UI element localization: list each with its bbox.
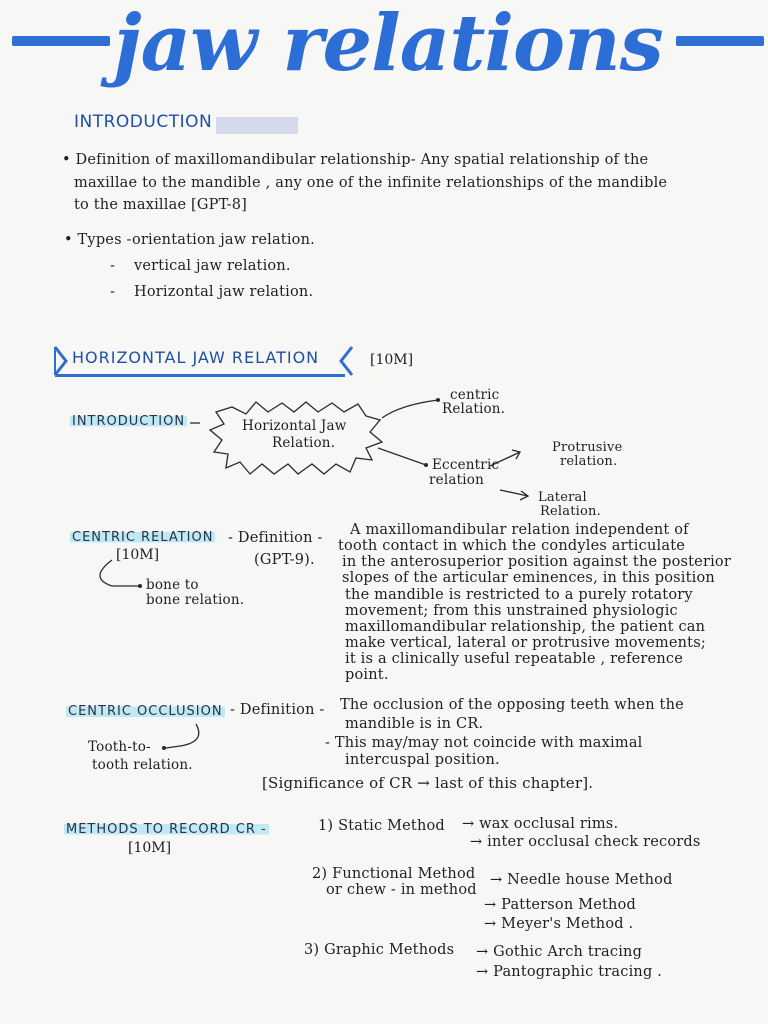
method-title: 1) Static Method bbox=[318, 818, 445, 834]
significance-note: [Significance of CR → last of this chapter]. bbox=[262, 774, 594, 792]
marks-tag: [10M] bbox=[370, 352, 414, 368]
definition-line: to the maxillae [GPT-8] bbox=[74, 197, 248, 213]
method-item: → Gothic Arch tracing bbox=[476, 944, 643, 960]
centric-node: Relation. bbox=[442, 401, 506, 417]
centric-occlusion-label: CENTRIC OCCLUSION bbox=[68, 704, 223, 719]
method-item: → Pantographic tracing . bbox=[476, 964, 663, 980]
method-item: → Patterson Method bbox=[484, 897, 636, 913]
centric-def-line: make vertical, lateral or protrusive movements; bbox=[345, 635, 706, 651]
centric-relation-dash: - Definition - bbox=[228, 530, 323, 546]
centric-occlusion-dash: - Definition - bbox=[230, 702, 325, 718]
occlusion-line: The occlusion of the opposing teeth when the bbox=[340, 697, 684, 713]
centric-def-line: slopes of the articular eminences, in this position bbox=[342, 570, 715, 586]
definition-line: • Definition of maxillomandibular relationship- Any spatial relationship of the bbox=[62, 152, 649, 168]
method-item: → wax occlusal rims. bbox=[462, 816, 619, 832]
side-note: tooth relation. bbox=[92, 757, 193, 773]
centric-def-line: in the anterosuperior position against the posterior bbox=[342, 554, 731, 570]
method-title: or chew - in method bbox=[326, 882, 477, 898]
method-title: 3) Graphic Methods bbox=[304, 942, 455, 958]
eccentric-node: Eccentric bbox=[432, 457, 500, 473]
centric-relation-label: CENTRIC RELATION bbox=[72, 530, 214, 545]
type-item: vertical jaw relation. bbox=[134, 258, 291, 274]
method-title: 2) Functional Method bbox=[312, 866, 476, 882]
gpt-reference: (GPT-9). bbox=[254, 552, 315, 568]
types-label: • Types - bbox=[64, 232, 132, 248]
side-note: Tooth-to- bbox=[88, 739, 151, 755]
eccentric-node: relation bbox=[429, 472, 484, 488]
center-node-line: Relation. bbox=[272, 435, 336, 451]
method-item: → Meyer's Method . bbox=[484, 916, 634, 932]
method-item: → inter occlusal check records bbox=[470, 834, 701, 850]
centric-def-line: movement; from this unstrained physiologic bbox=[345, 603, 678, 619]
protrusive-node: Protrusive bbox=[552, 440, 623, 455]
occlusion-line: - This may/may not coincide with maximal bbox=[325, 735, 643, 751]
occlusion-line: mandible is in CR. bbox=[345, 716, 484, 732]
horizontal-jaw-relation-heading: HORIZONTAL JAW RELATION bbox=[72, 348, 320, 367]
occlusion-line: intercuspal position. bbox=[345, 752, 500, 768]
center-node-line: Horizontal Jaw bbox=[242, 418, 347, 434]
centric-def-line: maxillomandibular relationship, the patient can bbox=[345, 619, 706, 635]
lateral-node: Relation. bbox=[540, 504, 601, 519]
side-note: bone relation. bbox=[146, 592, 245, 608]
centric-def-line: the mandible is restricted to a purely rotatory bbox=[345, 587, 693, 603]
protrusive-node: relation. bbox=[560, 454, 618, 469]
definition-line: maxillae to the mandible , any one of the infinite relationships of the mandible bbox=[74, 175, 668, 191]
type-item: Horizontal jaw relation. bbox=[134, 284, 314, 300]
page-title: jaw relations bbox=[113, 0, 663, 89]
centric-def-line: A maxillomandibular relation independent of bbox=[350, 522, 689, 538]
methods-label: METHODS TO RECORD CR - bbox=[66, 822, 267, 837]
centric-def-line: point. bbox=[345, 667, 389, 683]
centric-def-line: it is a clinically useful repeatable , reference bbox=[345, 651, 683, 667]
method-item: → Needle house Method bbox=[490, 872, 673, 888]
type-dash: - bbox=[110, 284, 116, 300]
centric-def-line: tooth contact in which the condyles articulate bbox=[338, 538, 685, 554]
marks-tag: [10M] bbox=[116, 547, 160, 563]
type-item: orientation jaw relation. bbox=[132, 232, 315, 248]
horizontal-intro-label: INTRODUCTION bbox=[72, 414, 186, 429]
type-dash: - bbox=[110, 258, 116, 274]
lateral-node: Lateral bbox=[538, 490, 587, 505]
side-note: bone to bbox=[146, 577, 199, 593]
marks-tag: [10M] bbox=[128, 840, 172, 856]
introduction-heading: INTRODUCTION bbox=[74, 112, 213, 132]
centric-node: centric bbox=[450, 387, 500, 403]
